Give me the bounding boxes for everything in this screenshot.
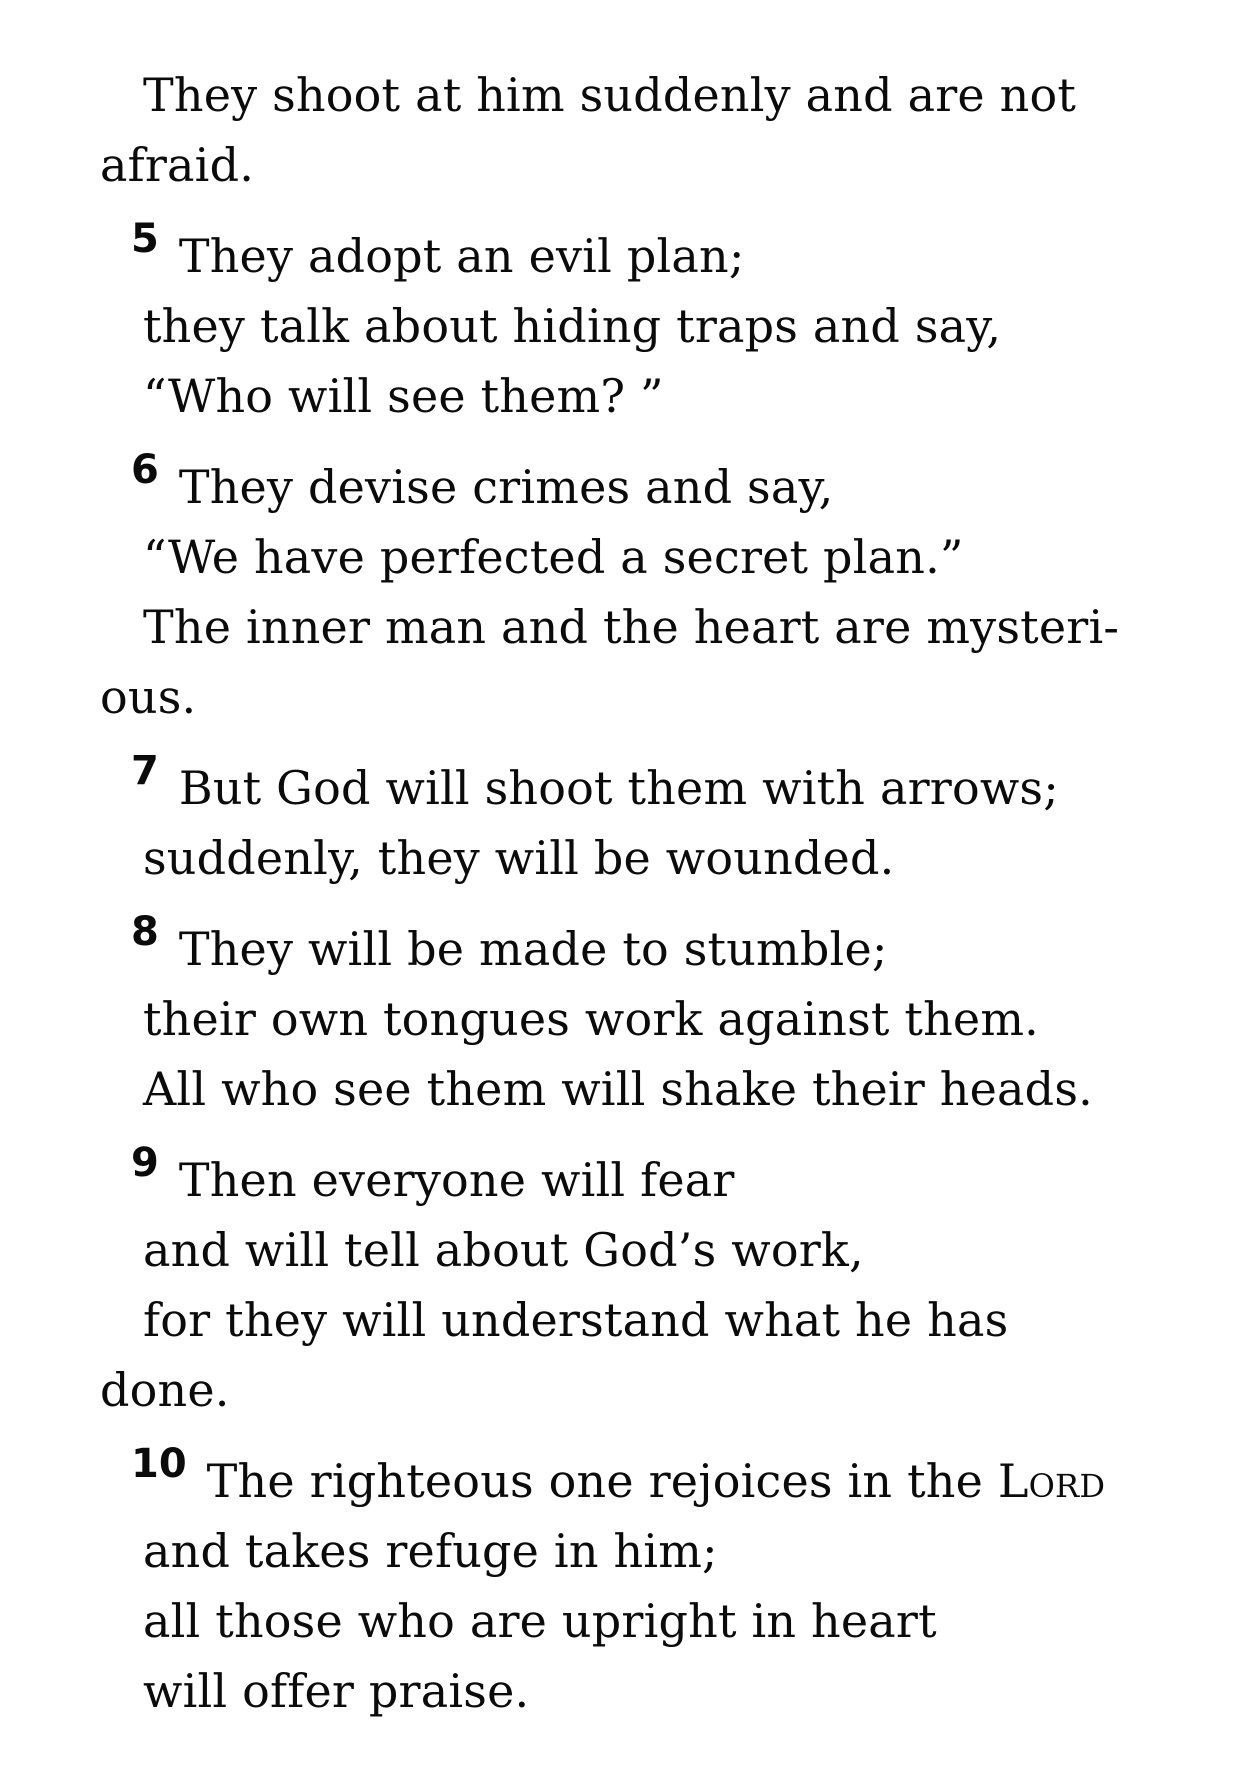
verse-line-text: they talk about hiding traps and say, [143,299,1002,353]
verse-line [100,823,1202,893]
verse-line: 6 They devise crimes and say, [131,447,834,514]
verse-line-text: “Who will see them? ” [143,369,664,423]
verse-line-text: ous. [100,670,197,724]
divine-name-small-caps: Lord [997,1454,1106,1508]
verse[interactable] [100,748,1202,893]
verse-line-text: The inner man and the heart are mysteri- [143,600,1120,654]
verse-line: 7 But God will shoot them with arrows; [131,748,1059,815]
verse-line-text: all those who are upright in heart [143,1594,937,1648]
verse[interactable] [100,60,1202,200]
verse-line-text: their own tongues work against them. [143,992,1039,1046]
verse-line-text: The righteous one rejoices in the [206,1454,998,1508]
verse-line [100,662,1202,732]
verse-line-text: and takes refuge in him; [143,1524,718,1578]
verse-line [100,60,1202,130]
verse-line-text: They will be made to stumble; [178,922,888,976]
verse[interactable] [100,1441,1202,1726]
verse-line [100,1215,1202,1285]
verse-line [100,1054,1202,1124]
verse-line [100,1656,1202,1726]
verse-line-text: done. [100,1363,230,1417]
verse-line-text: They devise crimes and say, [178,460,834,514]
verses-container [100,60,1202,1726]
verse-line: 9 Then everyone will fear [131,1140,735,1207]
verse-line-text: will offer praise. [143,1664,530,1718]
verse-line-text: All who see them will shake their heads. [143,1062,1093,1116]
verse-line-text: They adopt an evil plan; [178,229,745,283]
verse-line-text: Then everyone will fear [178,1153,735,1207]
verse-line [100,984,1202,1054]
verse[interactable] [100,447,1202,732]
verse-line [100,361,1202,431]
verse-line: 8 They will be made to stumble; [131,909,888,976]
verse[interactable] [100,909,1202,1124]
verse-line [100,291,1202,361]
verse-line [100,1285,1202,1355]
verse-line [100,592,1202,662]
verse-line [100,130,1202,200]
verse-line-text: But God will shoot them with arrows; [178,761,1059,815]
verse-line [100,1516,1202,1586]
verse-line: 5 They adopt an evil plan; [131,216,745,283]
verse[interactable] [100,216,1202,431]
verse-line-text: “We have perfected a secret plan.” [143,530,964,584]
verse-line-text: They shoot at him suddenly and are not [143,68,1077,122]
verse-line-text: suddenly, they will be wounded. [143,831,895,885]
verse-line-text: and will tell about God’s work, [143,1223,864,1277]
verse-line [100,1586,1202,1656]
verse-line [100,1355,1202,1425]
verse-line [100,522,1202,592]
verse-line: 10 The righteous one rejoices in the Lord [131,1441,1106,1508]
verse-line-text: afraid. [100,138,255,192]
verse-line-text: for they will understand what he has [143,1293,1009,1347]
verse[interactable] [100,1140,1202,1425]
